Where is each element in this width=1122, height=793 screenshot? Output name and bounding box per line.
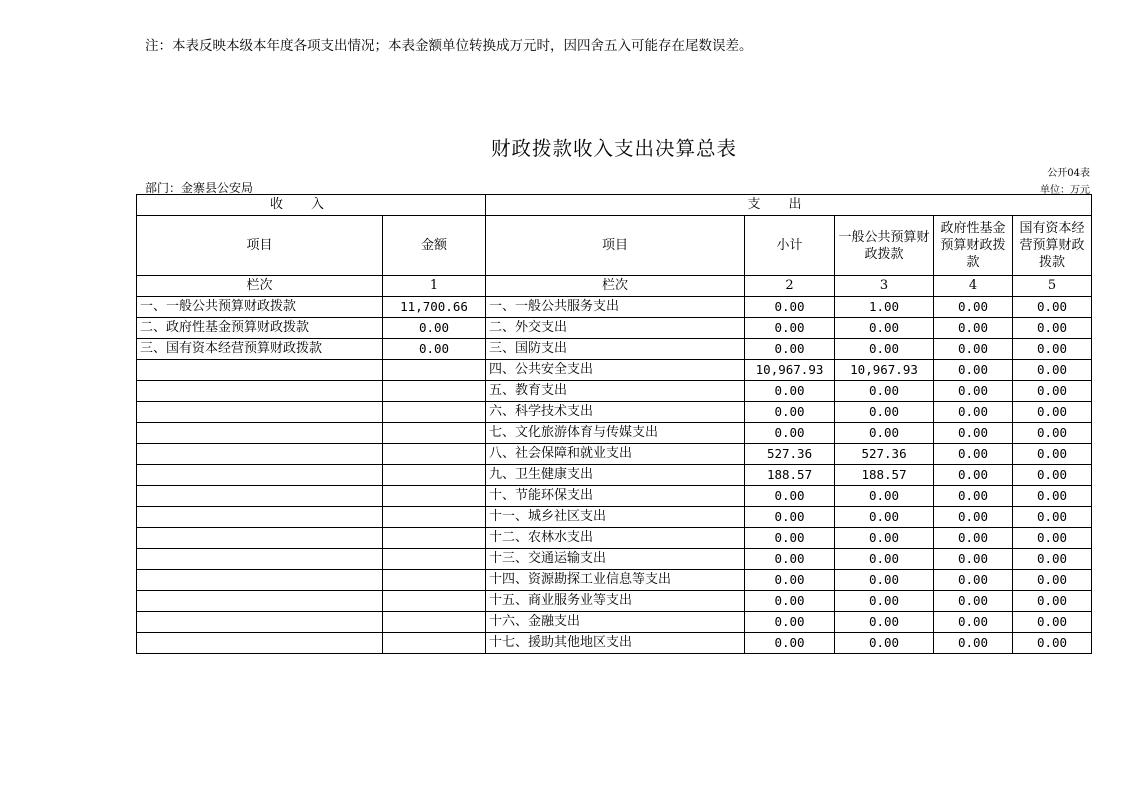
subtotal-cell: 0.00: [745, 612, 835, 633]
table-row: [137, 360, 1092, 381]
income-amount-cell: [383, 444, 486, 465]
table-row: [137, 633, 1092, 654]
general-budget-cell: 527.36: [835, 444, 934, 465]
subtotal-cell: 0.00: [745, 486, 835, 507]
state-capital-cell: 0.00: [1013, 612, 1092, 633]
subtotal-cell: 0.00: [745, 339, 835, 360]
form-code: 公开04表: [1047, 168, 1090, 179]
state-capital-cell: 0.00: [1013, 381, 1092, 402]
table-row: [137, 486, 1092, 507]
subtotal-cell: 0.00: [745, 570, 835, 591]
general-budget-cell: 0.00: [835, 633, 934, 654]
expense-item-header: 项目: [486, 216, 745, 276]
income-amount-cell: 11,700.66: [383, 297, 486, 318]
gov-fund-cell: 0.00: [934, 465, 1013, 486]
table-note: 注：本表反映本级本年度各项支出情况；本表金额单位转换成万元时，因四舍五入可能存在尾数误差。: [145, 38, 753, 54]
gov-fund-cell: 0.00: [934, 570, 1013, 591]
column-number: 3: [835, 276, 934, 297]
subtotal-cell: 0.00: [745, 591, 835, 612]
subtotal-cell: 0.00: [745, 633, 835, 654]
income-item-cell: [137, 633, 383, 654]
subtotal-cell: 0.00: [745, 402, 835, 423]
general-budget-cell: 0.00: [835, 612, 934, 633]
income-amount-cell: [383, 465, 486, 486]
general-budget-cell: 0.00: [835, 318, 934, 339]
income-item-cell: [137, 444, 383, 465]
table-row: [137, 507, 1092, 528]
subtotal-cell: 527.36: [745, 444, 835, 465]
general-budget-cell: 0.00: [835, 423, 934, 444]
general-budget-cell: 0.00: [835, 528, 934, 549]
gov-fund-header: 政府性基金预算财政拨款: [934, 216, 1013, 276]
general-budget-cell: 0.00: [835, 486, 934, 507]
income-item-cell: [137, 570, 383, 591]
income-item-cell: [137, 381, 383, 402]
income-amount-cell: [383, 612, 486, 633]
income-item-cell: [137, 612, 383, 633]
table-row: [137, 402, 1092, 423]
state-capital-cell: 0.00: [1013, 486, 1092, 507]
gov-fund-cell: 0.00: [934, 612, 1013, 633]
income-amount-cell: [383, 423, 486, 444]
income-amount-cell: [383, 360, 486, 381]
row-number-label: 栏次: [137, 276, 383, 297]
subtotal-cell: 0.00: [745, 381, 835, 402]
column-number: 1: [383, 276, 486, 297]
gov-fund-cell: 0.00: [934, 591, 1013, 612]
expense-item-cell: 十一、城乡社区支出: [486, 507, 745, 528]
gov-fund-cell: 0.00: [934, 360, 1013, 381]
general-budget-cell: 0.00: [835, 570, 934, 591]
row-number-label: 栏次: [486, 276, 745, 297]
income-item-cell: [137, 360, 383, 381]
table-row: [137, 444, 1092, 465]
table-row: [137, 570, 1092, 591]
expense-item-cell: 四、公共安全支出: [486, 360, 745, 381]
subtotal-cell: 0.00: [745, 423, 835, 444]
column-number: 5: [1013, 276, 1092, 297]
income-item-cell: [137, 465, 383, 486]
state-capital-cell: 0.00: [1013, 507, 1092, 528]
general-budget-cell: 0.00: [835, 549, 934, 570]
subtotal-cell: 10,967.93: [745, 360, 835, 381]
general-budget-cell: 0.00: [835, 507, 934, 528]
subtotal-header: 小计: [745, 216, 835, 276]
income-amount-cell: [383, 507, 486, 528]
general-budget-cell: 0.00: [835, 339, 934, 360]
fiscal-allocation-table: [136, 194, 1092, 654]
subtotal-cell: 0.00: [745, 318, 835, 339]
state-capital-cell: 0.00: [1013, 339, 1092, 360]
income-item-cell: [137, 591, 383, 612]
table-row: [137, 381, 1092, 402]
expense-section-header: 支出: [486, 195, 1092, 216]
income-item-cell: [137, 528, 383, 549]
income-item-cell: [137, 402, 383, 423]
expense-item-cell: 六、科学技术支出: [486, 402, 745, 423]
table-row: [137, 528, 1092, 549]
table-row: [137, 423, 1092, 444]
general-budget-cell: 0.00: [835, 381, 934, 402]
department-label: 部门：金寨县公安局: [145, 181, 254, 195]
state-capital-cell: 0.00: [1013, 465, 1092, 486]
table-row: [137, 465, 1092, 486]
page-title: 财政拨款收入支出决算总表: [490, 137, 737, 160]
expense-item-cell: 三、国防支出: [486, 339, 745, 360]
expense-item-cell: 十五、商业服务业等支出: [486, 591, 745, 612]
income-amount-cell: [383, 549, 486, 570]
subtotal-cell: 0.00: [745, 507, 835, 528]
expense-item-cell: 九、卫生健康支出: [486, 465, 745, 486]
general-budget-cell: 188.57: [835, 465, 934, 486]
gov-fund-cell: 0.00: [934, 528, 1013, 549]
expense-item-cell: 十、节能环保支出: [486, 486, 745, 507]
gov-fund-cell: 0.00: [934, 297, 1013, 318]
income-amount-cell: [383, 381, 486, 402]
expense-item-cell: 十四、资源勘探工业信息等支出: [486, 570, 745, 591]
income-item-cell: [137, 549, 383, 570]
income-item-cell: 三、国有资本经营预算财政拨款: [137, 339, 383, 360]
income-item-header: 项目: [137, 216, 383, 276]
state-capital-cell: 0.00: [1013, 402, 1092, 423]
general-budget-cell: 1.00: [835, 297, 934, 318]
table-row: [137, 549, 1092, 570]
general-budget-header: 一般公共预算财政拨款: [835, 216, 934, 276]
gov-fund-cell: 0.00: [934, 423, 1013, 444]
expense-item-cell: 十三、交通运输支出: [486, 549, 745, 570]
subtotal-cell: 0.00: [745, 297, 835, 318]
income-amount-cell: 0.00: [383, 339, 486, 360]
income-item-cell: [137, 486, 383, 507]
state-capital-cell: 0.00: [1013, 591, 1092, 612]
general-budget-cell: 0.00: [835, 591, 934, 612]
state-capital-cell: 0.00: [1013, 423, 1092, 444]
income-section-header: 收入: [137, 195, 486, 216]
income-amount-cell: [383, 528, 486, 549]
state-capital-header: 国有资本经营预算财政拨款: [1013, 216, 1092, 276]
income-amount-cell: 0.00: [383, 318, 486, 339]
expense-item-cell: 十二、农林水支出: [486, 528, 745, 549]
table-row: [137, 339, 1092, 360]
expense-item-cell: 十七、援助其他地区支出: [486, 633, 745, 654]
income-item-cell: 一、一般公共预算财政拨款: [137, 297, 383, 318]
expense-item-cell: 八、社会保障和就业支出: [486, 444, 745, 465]
gov-fund-cell: 0.00: [934, 339, 1013, 360]
state-capital-cell: 0.00: [1013, 528, 1092, 549]
income-item-cell: [137, 507, 383, 528]
gov-fund-cell: 0.00: [934, 381, 1013, 402]
state-capital-cell: 0.00: [1013, 360, 1092, 381]
table-row: [137, 297, 1092, 318]
table-row: [137, 591, 1092, 612]
column-number: 2: [745, 276, 835, 297]
income-item-cell: [137, 423, 383, 444]
state-capital-cell: 0.00: [1013, 570, 1092, 591]
unit-label: 单位：万元: [1040, 185, 1090, 196]
gov-fund-cell: 0.00: [934, 549, 1013, 570]
income-amount-cell: [383, 486, 486, 507]
gov-fund-cell: 0.00: [934, 318, 1013, 339]
gov-fund-cell: 0.00: [934, 633, 1013, 654]
subtotal-cell: 0.00: [745, 528, 835, 549]
income-item-cell: 二、政府性基金预算财政拨款: [137, 318, 383, 339]
state-capital-cell: 0.00: [1013, 444, 1092, 465]
state-capital-cell: 0.00: [1013, 297, 1092, 318]
table-row: [137, 318, 1092, 339]
income-amount-cell: [383, 591, 486, 612]
expense-item-cell: 五、教育支出: [486, 381, 745, 402]
income-amount-header: 金额: [383, 216, 486, 276]
state-capital-cell: 0.00: [1013, 318, 1092, 339]
state-capital-cell: 0.00: [1013, 633, 1092, 654]
expense-item-cell: 一、一般公共服务支出: [486, 297, 745, 318]
general-budget-cell: 0.00: [835, 402, 934, 423]
gov-fund-cell: 0.00: [934, 402, 1013, 423]
expense-item-cell: 十六、金融支出: [486, 612, 745, 633]
income-amount-cell: [383, 570, 486, 591]
gov-fund-cell: 0.00: [934, 507, 1013, 528]
expense-item-cell: 二、外交支出: [486, 318, 745, 339]
state-capital-cell: 0.00: [1013, 549, 1092, 570]
subtotal-cell: 0.00: [745, 549, 835, 570]
income-amount-cell: [383, 402, 486, 423]
column-number: 4: [934, 276, 1013, 297]
subtotal-cell: 188.57: [745, 465, 835, 486]
gov-fund-cell: 0.00: [934, 486, 1013, 507]
gov-fund-cell: 0.00: [934, 444, 1013, 465]
income-amount-cell: [383, 633, 486, 654]
general-budget-cell: 10,967.93: [835, 360, 934, 381]
table-row: [137, 612, 1092, 633]
expense-item-cell: 七、文化旅游体育与传媒支出: [486, 423, 745, 444]
